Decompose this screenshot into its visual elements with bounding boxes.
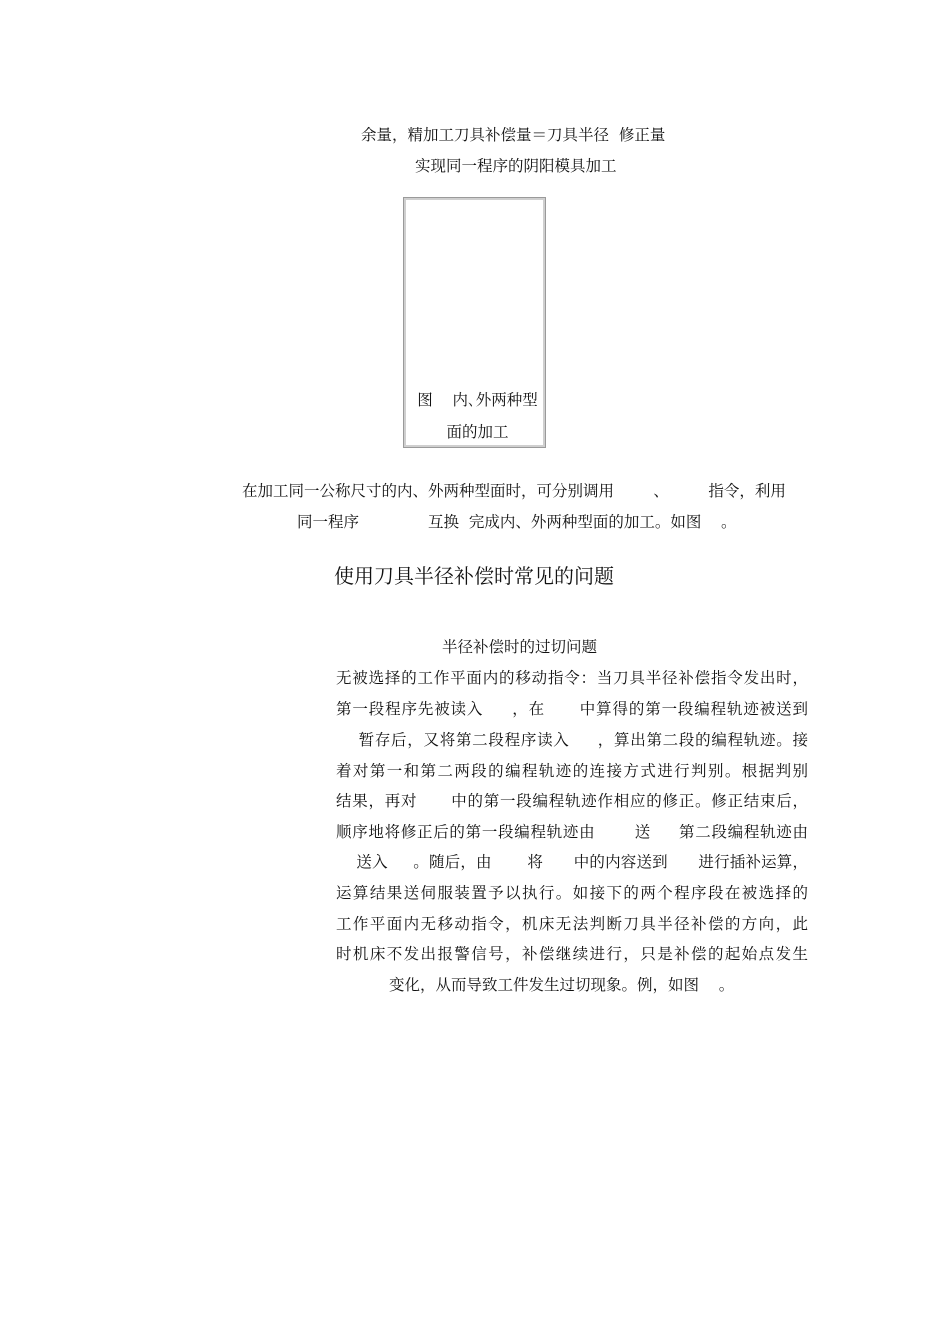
- paragraph2-line-8: 运算结果送伺服装置予以执行。如接下的两个程序段在被选择的: [336, 884, 808, 902]
- paragraph2-line-7: 送入 。随后，由 将 中的内容送到 进行插补运算，: [336, 853, 808, 871]
- paragraph2-line-9: 工作平面内无移动指令，机床无法判断刀具半径补偿的方向，此: [336, 915, 808, 933]
- paragraph2-line-5: 结果，再对 中的第一段编程轨迹作相应的修正。修正结束后，: [336, 792, 808, 810]
- paragraph2-line-1: 无被选择的工作平面内的移动指令：当刀具半径补偿指令发出时，: [336, 669, 808, 687]
- figure-caption-line-1: 图 内､外两种型: [417, 391, 538, 409]
- paragraph2-line-4: 着对第一和第二两段的编程轨迹的连接方式进行判别。根据判别: [336, 762, 808, 780]
- paragraph2-line-10: 时机床不发出报警信号，补偿继续进行，只是补偿的起始点发生: [336, 945, 808, 963]
- figure-inner-outer-profiles: [403, 197, 546, 448]
- paragraph1-line-2: 同一程序 互换 完成内、外两种型面的加工。如图 。: [297, 513, 737, 531]
- paragraph1-line-1: 在加工同一公称尺寸的内、外两种型面时，可分别调用 、 指令，利用: [242, 482, 786, 500]
- section-title: 使用刀具半径补偿时常见的问题: [334, 564, 614, 588]
- intro-line-2: 实现同一程序的阴阳模具加工: [415, 157, 617, 175]
- intro-line-1: 余量，精加工刀具补偿量＝刀具半径 修正量: [361, 126, 666, 144]
- figure-caption-line-2: 面的加工: [446, 423, 509, 441]
- paragraph2-line-11: 变化，从而导致工件发生过切现象。例，如图 。: [389, 976, 735, 994]
- paragraph2-line-2: 第一段程序先被读入 ，在 中算得的第一段编程轨迹被送到: [336, 700, 808, 718]
- paragraph2-line-3: 暂存后，又将第二段程序读入 ，算出第二段的编程轨迹。接: [336, 731, 808, 749]
- section-subtitle: 半径补偿时的过切问题: [442, 638, 598, 656]
- paragraph2-line-6: 顺序地将修正后的第一段编程轨迹由 送 第二段编程轨迹由: [336, 823, 808, 841]
